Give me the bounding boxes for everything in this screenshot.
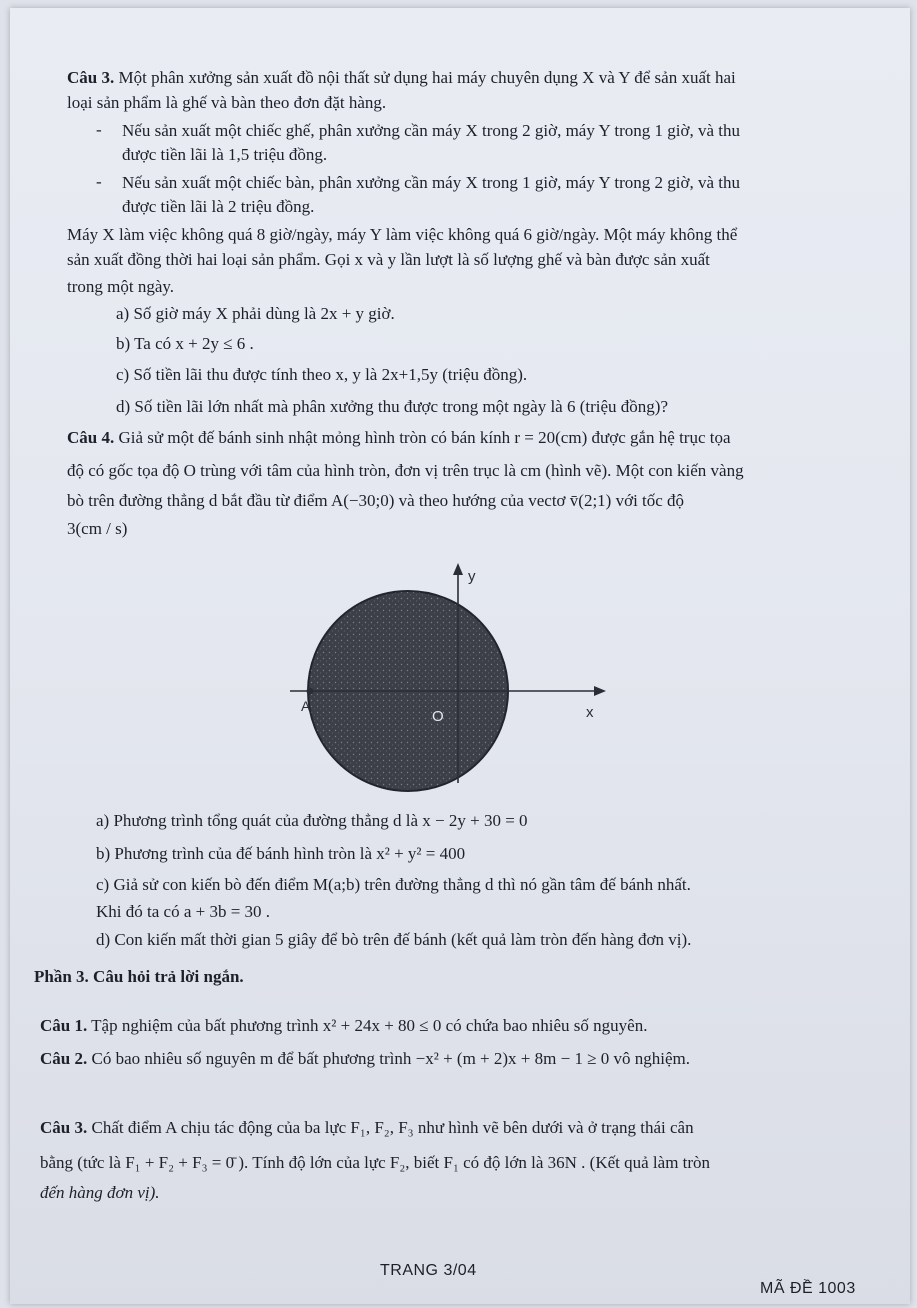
cau3-para-l1: Máy X làm việc không quá 8 giờ/ngày, máy Y làm việc không quá 6 giờ/ngày. Một máy không thể <box>67 225 738 244</box>
exam-code: MÃ ĐỀ 1003 <box>760 1280 856 1297</box>
y-axis-label: y <box>468 568 476 585</box>
part3-question-1: Câu 1. Tập nghiệm của bất phương trình x² + 24x + 80 ≤ 0 có chứa bao nhiêu số nguyên. <box>40 1016 648 1035</box>
cake-coordinate-figure <box>280 555 620 795</box>
cau3-line2: loại sản phẩm là ghế và bàn theo đơn đặt hàng. <box>67 93 387 112</box>
cau4-statement-a: a) Phương trình tổng quát của đường thẳng d là x − 2y + 30 = 0 <box>96 811 528 830</box>
bullet-dash: - <box>96 172 102 191</box>
cau3-bullet1-l2: được tiền lãi là 1,5 triệu đồng. <box>122 145 328 164</box>
cau3-bullet2-l2: được tiền lãi là 2 triệu đồng. <box>122 197 315 216</box>
bullet-dash: - <box>96 120 102 139</box>
cau4-statement-c-l1: c) Giả sử con kiến bò đến điểm M(a;b) trên đường thẳng d thì nó gần tâm đế bánh nhất. <box>96 875 691 894</box>
cau3-statement-c: c) Số tiền lãi thu được tính theo x, y là 2x+1,5y (triệu đồng). <box>116 365 528 384</box>
cau4-line2: độ có gốc tọa độ O trùng với tâm của hình tròn, đơn vị trên trục là cm (hình vẽ). Một con kiến vàng <box>67 461 744 480</box>
cau4-statement-c-l2: Khi đó ta có a + 3b = 30 . <box>96 902 271 921</box>
cau3-bullet1-l1: Nếu sản xuất một chiếc ghế, phân xưởng cần máy X trong 2 giờ, máy Y trong 1 giờ, và thu <box>122 121 740 140</box>
point-a-dot <box>307 688 314 695</box>
part3-question-3-l2: bằng (tức là F₁ + F₂ + F₃ = 0̄ ). Tính độ lớn của lực F₂, biết F₁ có độ lớn là 36N . (Kết quả làm tròn <box>40 1153 711 1172</box>
part3-question-3-l3: đến hàng đơn vị). <box>40 1183 160 1202</box>
cau3-para-l3: trong một ngày. <box>67 277 175 296</box>
part3-heading: Phần 3. Câu hỏi trả lời ngắn. <box>34 967 244 986</box>
cau3-statement-a: a) Số giờ máy X phải dùng là 2x + y giờ. <box>116 304 395 323</box>
point-a-label: A <box>301 698 311 714</box>
origin-label: O <box>432 708 444 725</box>
part3-question-2: Câu 2. Có bao nhiêu số nguyên m để bất phương trình −x² + (m + 2)x + 8m − 1 ≥ 0 vô nghiệm. <box>40 1049 691 1068</box>
cau3-line1: Câu 3. Một phân xưởng sản xuất đồ nội thất sử dụng hai máy chuyên dụng X và Y để sản xuất hai <box>67 68 736 87</box>
x-axis-arrow-icon <box>594 686 606 696</box>
cau3-para-l2: sản xuất đồng thời hai loại sản phẩm. Gọi x và y lần lượt là số lượng ghế và bàn được sản xuất <box>67 250 710 269</box>
cau4-line1: Câu 4. Giả sử một đế bánh sinh nhật mỏng hình tròn có bán kính r = 20(cm) được gắn hệ trục tọa <box>67 428 731 447</box>
cau4-line4: 3(cm / s) <box>67 519 128 538</box>
cau3-statement-b: b) Ta có x + 2y ≤ 6 . <box>116 334 254 353</box>
part3-question-3-l1: Câu 3. Chất điểm A chịu tác động của ba lực F₁, F₂, F₃ như hình vẽ bên dưới và ở trạng thái cân <box>40 1118 694 1137</box>
page-number: TRANG 3/04 <box>380 1262 477 1279</box>
cau4-statement-d: d) Con kiến mất thời gian 5 giây để bò trên đế bánh (kết quả làm tròn đến hàng đơn vị). <box>96 930 692 949</box>
x-axis-label: x <box>586 704 594 721</box>
y-axis-arrow-icon <box>453 563 463 575</box>
cau4-statement-b: b) Phương trình của đế bánh hình tròn là x² + y² = 400 <box>96 844 466 863</box>
cau3-statement-d: d) Số tiền lãi lớn nhất mà phân xưởng thu được trong một ngày là 6 (triệu đồng)? <box>116 397 668 416</box>
cau3-bullet2-l1: Nếu sản xuất một chiếc bàn, phân xưởng cần máy X trong 1 giờ, máy Y trong 2 giờ, và thu <box>122 173 740 192</box>
cau4-line3: bò trên đường thẳng d bắt đầu từ điểm A(−30;0) và theo hướng của vectơ v̄(2;1) với tốc độ <box>67 491 685 510</box>
